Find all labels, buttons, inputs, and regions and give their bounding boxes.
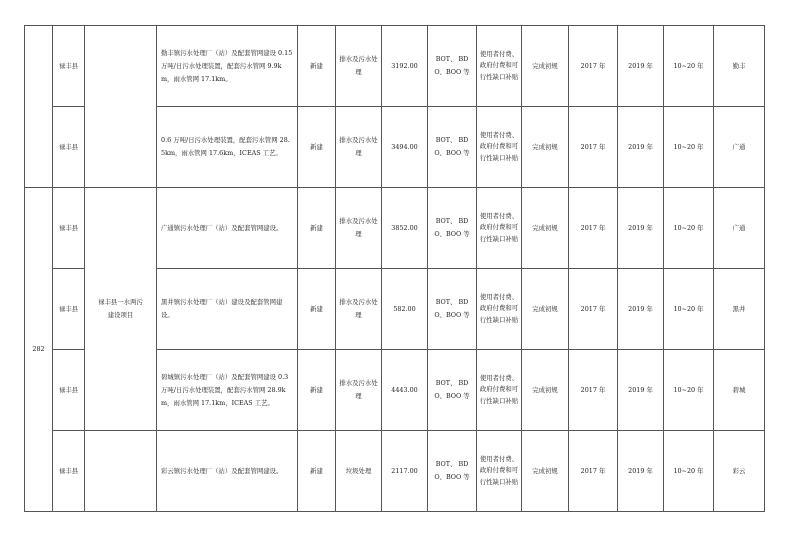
county-cell: 禄丰县 <box>53 188 85 269</box>
project-name-cell-empty <box>85 431 157 512</box>
content-cell: 彩云镇污水处理厂（站）及配套管网建设。 <box>157 431 298 512</box>
mode-cell: BOT、 BDO、BOO 等 <box>428 431 477 512</box>
payment-cell: 使用者付费、政府付费和可行性缺口补贴 <box>477 431 522 512</box>
start-year-cell: 2017 年 <box>569 188 618 269</box>
category-cell: 垃圾处理 <box>336 431 382 512</box>
content-cell: 碧城镇污水处理厂（站）及配套管网建设 0.3 万吨/日污水处理装置，配套污水管网 28.9km，雨水管网 17.1km，ICEAS 工艺。 <box>157 350 298 431</box>
table-row <box>25 431 765 512</box>
investment-cell: 2117.00 <box>382 431 428 512</box>
start-year-cell: 2017 年 <box>569 107 618 188</box>
start-year-cell: 2017 年 <box>569 26 618 107</box>
county-cell: 禄丰县 <box>53 431 85 512</box>
table-row <box>25 26 765 107</box>
period-cell: 10~20 年 <box>664 269 714 350</box>
stage-cell: 完成初规 <box>522 431 569 512</box>
project-name-cell-empty <box>85 26 157 188</box>
location-cell: 碧城 <box>714 350 765 431</box>
category-cell: 排水及污水处理 <box>336 269 382 350</box>
payment-cell: 使用者付费、政府付费和可行性缺口补贴 <box>477 188 522 269</box>
investment-cell: 3494.00 <box>382 107 428 188</box>
project-table <box>24 25 765 512</box>
payment-cell: 使用者付费、政府付费和可行性缺口补贴 <box>477 107 522 188</box>
location-cell: 广通 <box>714 107 765 188</box>
period-cell: 10~20 年 <box>664 188 714 269</box>
content-cell: 0.6 万吨/日污水处理装置，配套污水管网 28.5km，雨水管网 17.6km，ICEAS 工艺。 <box>157 107 298 188</box>
county-cell: 禄丰县 <box>53 26 85 107</box>
end-year-cell: 2019 年 <box>618 431 664 512</box>
content-cell: 黑井镇污水处理厂（站）建设及配套管网建设。 <box>157 269 298 350</box>
county-cell: 禄丰县 <box>53 350 85 431</box>
investment-cell: 4443.00 <box>382 350 428 431</box>
category-cell: 排水及污水处理 <box>336 107 382 188</box>
period-cell: 10~20 年 <box>664 431 714 512</box>
table-row <box>25 188 765 269</box>
county-cell: 禄丰县 <box>53 269 85 350</box>
content-cell: 广通镇污水处理厂（站）及配套管网建设。 <box>157 188 298 269</box>
category-cell: 排水及污水处理 <box>336 188 382 269</box>
type-cell: 新建 <box>298 107 336 188</box>
type-cell: 新建 <box>298 269 336 350</box>
end-year-cell: 2019 年 <box>618 107 664 188</box>
number-cell-empty <box>25 26 53 188</box>
start-year-cell: 2017 年 <box>569 269 618 350</box>
mode-cell: BOT、 BDO、BOO 等 <box>428 107 477 188</box>
location-cell: 黑井 <box>714 269 765 350</box>
period-cell: 10~20 年 <box>664 26 714 107</box>
mode-cell: BOT、 BDO、BOO 等 <box>428 350 477 431</box>
location-cell: 彩云 <box>714 431 765 512</box>
investment-cell: 582.00 <box>382 269 428 350</box>
period-cell: 10~20 年 <box>664 350 714 431</box>
type-cell: 新建 <box>298 26 336 107</box>
location-cell: 广通 <box>714 188 765 269</box>
payment-cell: 使用者付费、政府付费和可行性缺口补贴 <box>477 269 522 350</box>
category-cell: 排水及污水处理 <box>336 26 382 107</box>
start-year-cell: 2017 年 <box>569 350 618 431</box>
group-project-name-cell: 禄丰县一水两污建设项目 <box>85 188 157 431</box>
county-cell: 禄丰县 <box>53 107 85 188</box>
category-cell: 排水及污水处理 <box>336 350 382 431</box>
end-year-cell: 2019 年 <box>618 350 664 431</box>
period-cell: 10~20 年 <box>664 107 714 188</box>
stage-cell: 完成初规 <box>522 26 569 107</box>
payment-cell: 使用者付费、政府付费和可行性缺口补贴 <box>477 26 522 107</box>
mode-cell: BOT、 BDO、BOO 等 <box>428 188 477 269</box>
end-year-cell: 2019 年 <box>618 269 664 350</box>
end-year-cell: 2019 年 <box>618 188 664 269</box>
investment-cell: 3192.00 <box>382 26 428 107</box>
location-cell: 勤丰 <box>714 26 765 107</box>
group-number-cell: 282 <box>25 188 53 512</box>
mode-cell: BOT、 BDO、BOO 等 <box>428 26 477 107</box>
investment-cell: 3852.00 <box>382 188 428 269</box>
stage-cell: 完成初规 <box>522 269 569 350</box>
content-cell: 勤丰镇污水处理厂（站）及配套管网建设 0.15 万吨/日污水处理装置，配套污水管网 9.9km，雨水管网 17.1km。 <box>157 26 298 107</box>
mode-cell: BOT、 BDO、BOO 等 <box>428 269 477 350</box>
stage-cell: 完成初规 <box>522 107 569 188</box>
start-year-cell: 2017 年 <box>569 431 618 512</box>
payment-cell: 使用者付费、政府付费和可行性缺口补贴 <box>477 350 522 431</box>
stage-cell: 完成初规 <box>522 188 569 269</box>
type-cell: 新建 <box>298 188 336 269</box>
type-cell: 新建 <box>298 431 336 512</box>
stage-cell: 完成初规 <box>522 350 569 431</box>
type-cell: 新建 <box>298 350 336 431</box>
end-year-cell: 2019 年 <box>618 26 664 107</box>
